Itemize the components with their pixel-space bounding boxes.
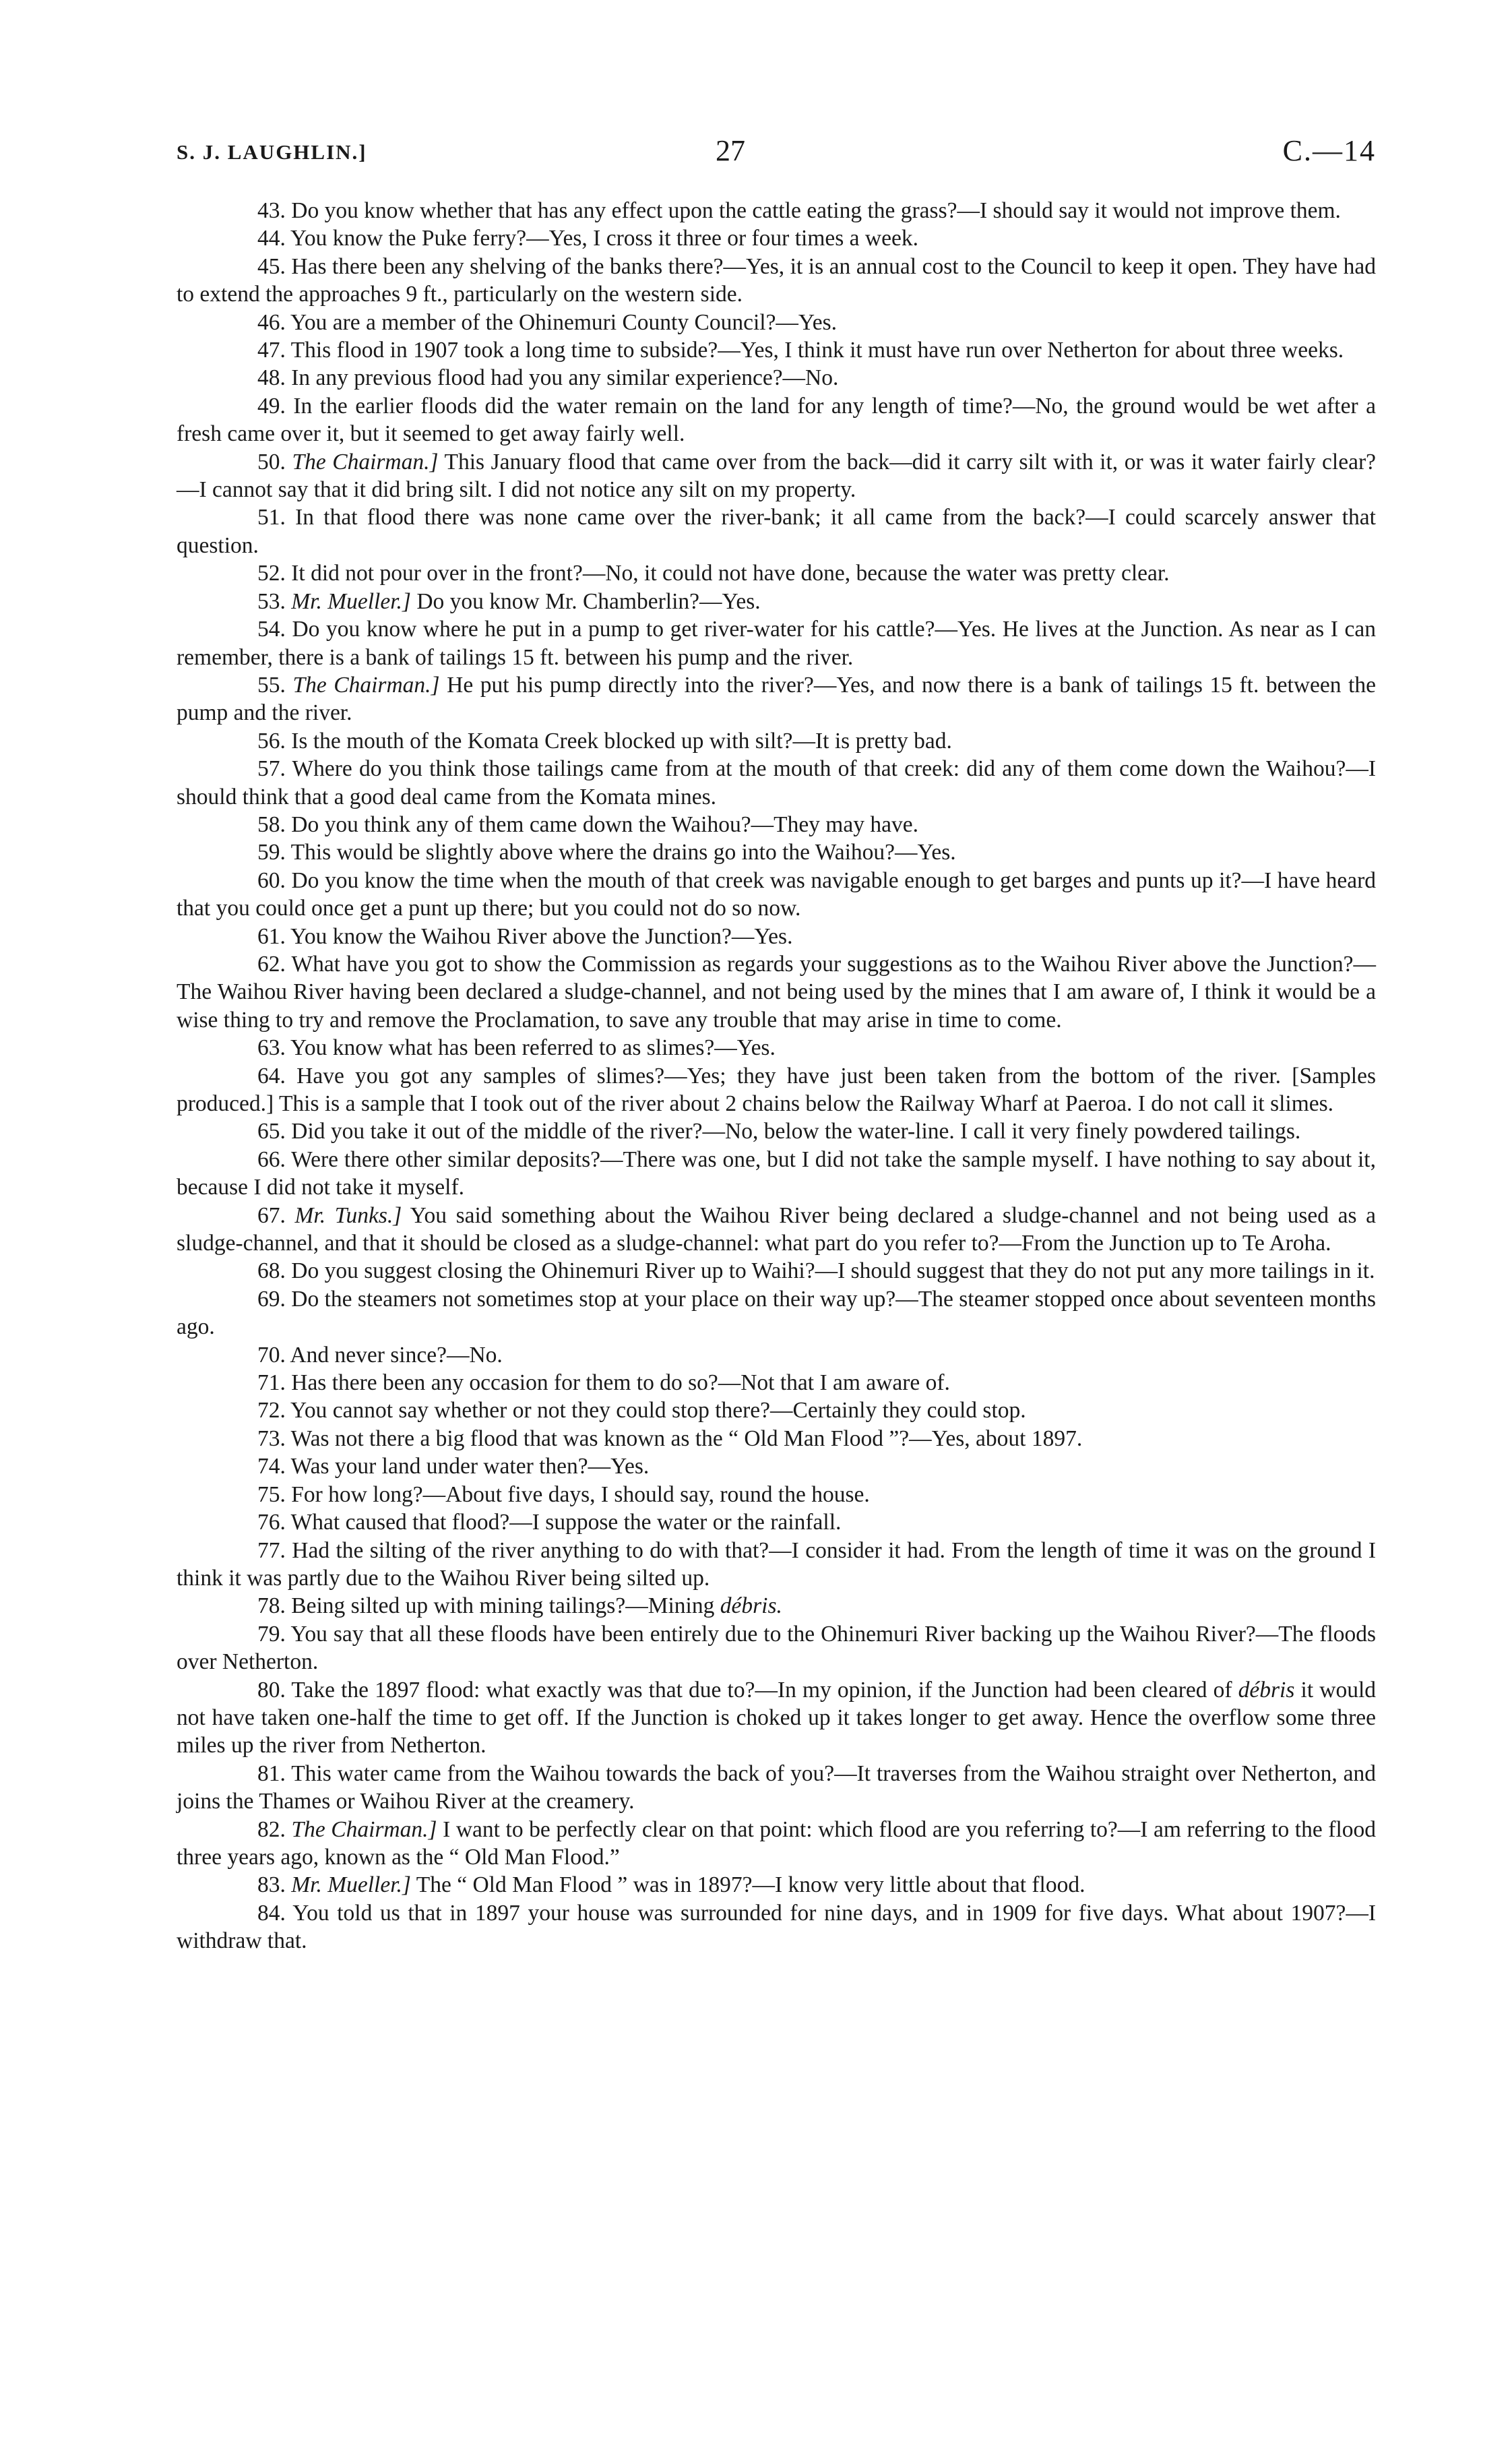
paragraph-text: it would not have taken one-half the time to get off. If the Junction is choked up it takes longer to get away. Hence the overflow some three miles up the river from Netherton. xyxy=(177,1677,1377,1758)
paragraph-text: Do you know Mr. Chamberlin?—Yes. xyxy=(416,588,761,614)
paragraph-71: 71. Has there been any occasion for them to do so?—Not that I am aware of. xyxy=(257,1370,950,1396)
paragraph-74: 74. Was your land under water then?—Yes. xyxy=(257,1454,650,1479)
paragraph-55 xyxy=(177,671,1376,727)
paragraph-text: Being silted up with mining tailings?—Mining xyxy=(291,1593,715,1619)
paragraph-82 xyxy=(177,1816,1376,1872)
paragraph-70: 70. And never since?—No. xyxy=(257,1342,503,1368)
speaker: Mr. Mueller.] xyxy=(291,588,411,614)
paragraph-44: 44. You know the Puke ferry?—Yes, I cross it three or four times a week. xyxy=(257,226,918,251)
speaker: Mr. Mueller.] xyxy=(291,1872,411,1898)
italic-term: débris. xyxy=(720,1593,782,1619)
paragraph-58: 58. Do you think any of them came down the Waihou?—They may have. xyxy=(257,811,918,837)
speaker: Mr. Tunks.] xyxy=(294,1202,402,1228)
paragraph-83 xyxy=(177,1871,1376,1899)
paragraph-66: 66. Were there other similar deposits?—There was one, but I did not take the sample myself. I have nothing to say about it, because I did not take it myself. xyxy=(177,1146,1376,1200)
document-code: C.—14 xyxy=(1282,134,1376,167)
paragraph-81: 81. This water came from the Waihou towards the back of you?—It traverses from the Waihou straight over Netherton, and joins the Thames or Waihou River at the creamery. xyxy=(177,1760,1376,1814)
paragraph-54: 54. Do you know where he put in a pump to get river-water for his cattle?—Yes. He lives at the Junction. As near as I can remember, there is a bank of tailings 15 ft. between his pump and the river. xyxy=(177,617,1376,670)
paragraph-72: 72. You cannot say whether or not they could stop there?—Certainly they could stop. xyxy=(257,1398,1026,1423)
question-number: 53. xyxy=(257,588,286,614)
page-header xyxy=(177,128,1376,182)
paragraph-56: 56. Is the mouth of the Komata Creek blocked up with silt?—It is pretty bad. xyxy=(257,728,952,754)
paragraph-text: This January flood that came over from the back—did it carry silt with it, or was it water fairly clear?—I cannot say that it did bring silt. I did not notice any silt on my property. xyxy=(177,449,1376,503)
paragraph-49: 49. In the earlier floods did the water remain on the land for any length of time?—No, the ground would be wet after a fresh came over it, but it seemed to get away fairly well. xyxy=(177,393,1376,447)
paragraph-text: You said something about the Waihou River being declared a sludge-channel and not being used as a sludge-channel, and that it should be closed as a sludge-channel: what part do you refer to?—From the Junction up to Te Aroha. xyxy=(177,1202,1376,1256)
paragraph-77: 77. Had the silting of the river anything to do with that?—I consider it had. From the length of time it was on the ground I think it was partly due to the Waihou River being silted up. xyxy=(177,1537,1376,1591)
paragraph-47: 47. This flood in 1907 took a long time to subside?—Yes, I think it must have run over Netherton for about three weeks. xyxy=(257,338,1344,363)
paragraph-78 xyxy=(177,1592,1376,1620)
speaker: The Chairman.] xyxy=(292,449,439,474)
paragraph-62: 62. What have you got to show the Commission as regards your suggestions as to the Waihou River above the Junction?—The Waihou River having been declared a sludge-channel, and not being used by the mines that I am aware of, I think it would be a wise thing to try and remove the Proclamation, to save any trouble that may arise in time to come. xyxy=(177,951,1376,1033)
paragraph-text: I want to be perfectly clear on that point: which flood are you referring to?—I am referring to the flood three years ago, known as the “ Old Man Flood.” xyxy=(177,1816,1376,1870)
paragraph-50 xyxy=(177,448,1376,504)
question-number: 80. xyxy=(257,1677,286,1703)
paragraph-67 xyxy=(177,1202,1376,1258)
question-number: 82. xyxy=(257,1816,286,1842)
question-number: 55. xyxy=(257,672,286,698)
speaker: The Chairman.] xyxy=(292,672,440,698)
speaker: The Chairman.] xyxy=(291,1816,437,1842)
paragraph-60: 60. Do you know the time when the mouth of that creek was navigable enough to get barges and punts up it?—I have heard that you could once get a punt up there; but you could not do so now. xyxy=(177,867,1376,921)
paragraph-51: 51. In that flood there was none came over the river-bank; it all came from the back?—I could scarcely answer that question. xyxy=(177,505,1376,558)
question-number: 50. xyxy=(257,449,286,474)
paragraph-43: 43. Do you know whether that has any effect upon the cattle eating the grass?—I should say it would not improve them. xyxy=(257,198,1341,223)
question-number: 78. xyxy=(257,1593,286,1619)
paragraph-68: 68. Do you suggest closing the Ohinemuri River up to Waihi?—I should suggest that they do not put any more tailings in it. xyxy=(257,1258,1375,1284)
italic-term: débris xyxy=(1238,1677,1295,1703)
paragraph-76: 76. What caused that flood?—I suppose the water or the rainfall. xyxy=(257,1510,842,1535)
paragraph-52: 52. It did not pour over in the front?—No, it could not have done, because the water was pretty clear. xyxy=(257,561,1170,586)
paragraph-84: 84. You told us that in 1897 your house was surrounded for nine days, and in 1909 for five days. What about 1907?—I withdraw that. xyxy=(177,1900,1376,1954)
paragraph-79: 79. You say that all these floods have been entirely due to the Ohinemuri River backing up the Waihou River?—The floods over Netherton. xyxy=(177,1621,1376,1675)
page-number: 27 xyxy=(716,134,745,167)
document-body xyxy=(177,197,1376,1955)
paragraph-text: He put his pump directly into the river?—Yes, and now there is a bank of tailings 15 ft. between the pump and the river. xyxy=(177,672,1377,726)
paragraph-59: 59. This would be slightly above where the drains go into the Waihou?—Yes. xyxy=(257,840,956,865)
paragraph-80 xyxy=(177,1676,1376,1760)
paragraph-53 xyxy=(177,588,1376,615)
paragraph-69: 69. Do the steamers not sometimes stop at your place on their way up?—The steamer stopped once about seventeen months ago. xyxy=(177,1286,1376,1340)
paragraph-text: The “ Old Man Flood ” was in 1897?—I know very little about that flood. xyxy=(416,1872,1085,1898)
paragraph-65: 65. Did you take it out of the middle of the river?—No, below the water-line. I call it very finely powdered tailings. xyxy=(257,1119,1301,1144)
witness-name: S. J. LAUGHLIN.] xyxy=(177,140,367,164)
paragraph-46: 46. You are a member of the Ohinemuri County Council?—Yes. xyxy=(257,309,838,335)
paragraph-63: 63. You know what has been referred to as slimes?—Yes. xyxy=(257,1035,776,1061)
paragraph-57: 57. Where do you think those tailings came from at the mouth of that creek: did any of them come down the Waihou?—I should think that a good deal came from the Komata mines. xyxy=(177,756,1376,809)
question-number: 83. xyxy=(257,1872,286,1898)
paragraph-73: 73. Was not there a big flood that was known as the “ Old Man Flood ”?—Yes, about 1897. xyxy=(257,1426,1083,1451)
paragraph-64: 64. Have you got any samples of slimes?—Yes; they have just been taken from the bottom of the river. [Samples produced.] This is a sample that I took out of the river about 2 chains below the Railway Wharf at Paeroa. I do not call it slimes. xyxy=(177,1063,1376,1116)
question-number: 67. xyxy=(257,1202,286,1228)
paragraph-45: 45. Has there been any shelving of the banks there?—Yes, it is an annual cost to the Council to keep it open. They have had to extend the approaches 9 ft., particularly on the western side. xyxy=(177,253,1376,307)
paragraph-61: 61. You know the Waihou River above the Junction?—Yes. xyxy=(257,923,793,949)
paragraph-75: 75. For how long?—About five days, I should say, round the house. xyxy=(257,1481,870,1507)
paragraph-48: 48. In any previous flood had you any similar experience?—No. xyxy=(257,365,839,391)
paragraph-text: Take the 1897 flood: what exactly was that due to?—In my opinion, if the Junction had been cleared of xyxy=(291,1677,1232,1703)
